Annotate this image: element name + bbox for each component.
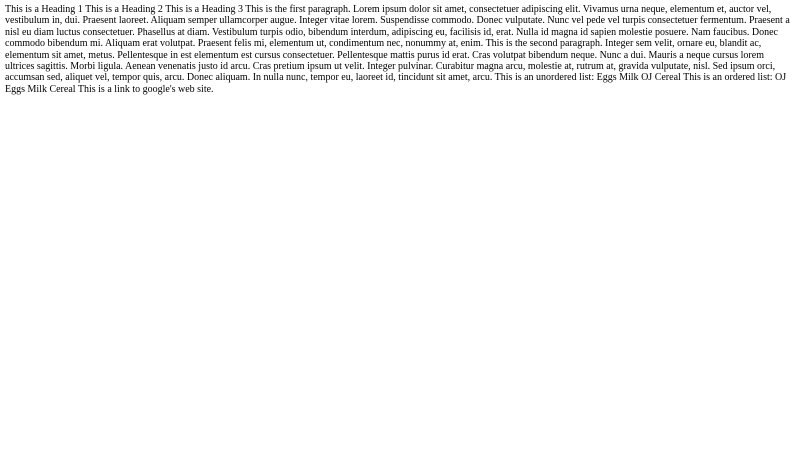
ordered-list-item: Eggs bbox=[5, 83, 25, 95]
ordered-list-item: Milk bbox=[27, 83, 47, 95]
heading-2: This is a Heading 2 bbox=[85, 4, 163, 15]
unordered-list-item: Eggs bbox=[596, 72, 617, 84]
unordered-list-intro: This is an unordered list: bbox=[494, 72, 595, 84]
google-link[interactable]: This is a link to google's web site. bbox=[77, 83, 214, 95]
ordered-list-item: Cereal bbox=[49, 83, 76, 95]
document-text-flow bbox=[5, 4, 795, 95]
unordered-list-item: OJ bbox=[641, 72, 653, 84]
heading-1: This is a Heading 1 bbox=[5, 4, 83, 15]
ordered-list-item: OJ bbox=[775, 72, 787, 84]
ordered-list-intro: This is an ordered list: bbox=[683, 72, 773, 84]
unordered-list-item: Cereal bbox=[654, 72, 681, 84]
second-paragraph: This is the second paragraph. Integer sem velit, ornare eu, blandit ac, elementum sit amet, metus. Pellentesque in est elementum est cursus consectetuer. Pellentesque mattis purus id erat. Cras volutpat bibendum neque. Nunc a dui. Mauris a neque cursus lorem ultrices sagittis. Morbi ligula. Aenean venenatis justo id arcu. Cras pretium ipsum ut velit. Integer pulvinar. Curabitur magna arcu, molestie at, rutrum at, gravida vulputate, nisl. Sed ipsum orci, accumsan sed, aliquet vel, tempor quis, arcu. Donec aliquam. In nulla nunc, tempor eu, laoreet id, tincidunt sit amet, arcu. bbox=[5, 38, 776, 84]
first-paragraph: This is the first paragraph. Lorem ipsum dolor sit amet, consectetuer adipiscing elit. Vivamus urna neque, elementum et, auctor vel, vestibulum in, dui. Praesent laoreet. Aliquam semper ullamcorper augue. Integer vitae lorem. Suspendisse commodo. Donec vulputate. Nunc vel pede vel turpis consectetuer fermentum. Praesent a nisl eu diam luctus consectetuer. Phasellus at diam. Vestibulum turpis odio, bibendum interdum, adipiscing eu, facilisis id, erat. Nulla id magna id sapien molestie posuere. Nam faucibus. Donec commodo bibendum mi. Aliquam erat volutpat. Praesent felis mi, elementum ut, condimentum nec, nonummy at, enim. bbox=[5, 4, 790, 50]
unordered-list-item: Milk bbox=[619, 72, 639, 84]
heading-3: This is a Heading 3 bbox=[165, 4, 243, 15]
